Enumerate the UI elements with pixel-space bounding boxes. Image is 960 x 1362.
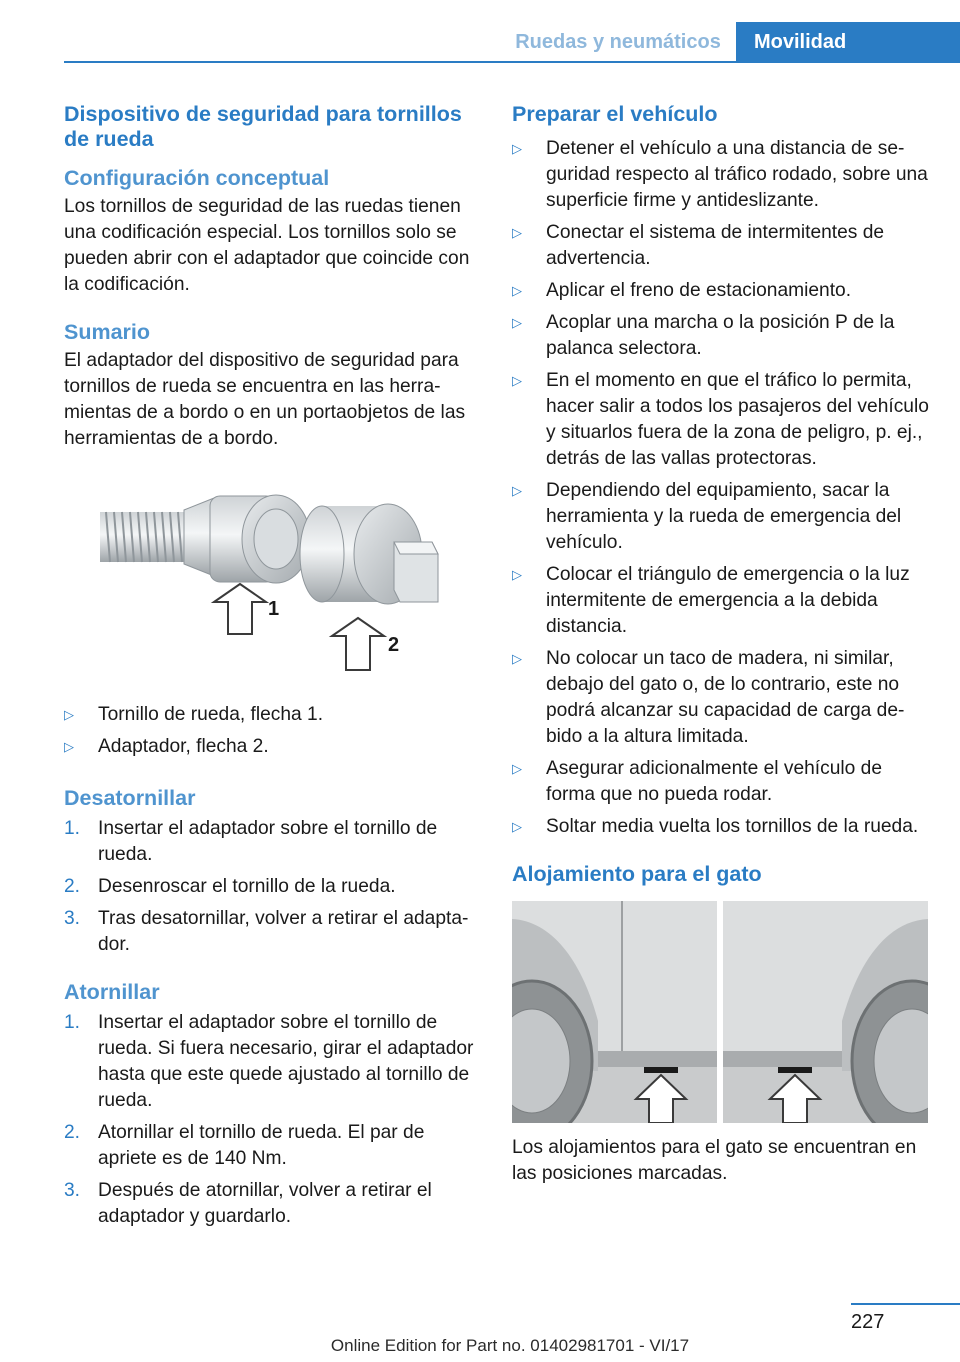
heading-summary: Sumario bbox=[64, 320, 151, 344]
footer-edition: Online Edition for Part no. 01402981701 - VI/17 bbox=[330, 1336, 690, 1355]
list-item: ▷ Detener el vehículo a una distancia de seguridad respecto al tráfico rodado, sobre una superficie firme y antideslizante. bbox=[512, 138, 928, 211]
list-item: 1. Insertar el adaptador sobre el tornillo de rueda. bbox=[64, 818, 438, 865]
screw-steps bbox=[64, 1010, 484, 1230]
figure-label-2: 2 bbox=[388, 634, 400, 656]
heading-jack-points: Alojamiento para el gato bbox=[512, 862, 762, 886]
heading-screw: Atornillar bbox=[64, 980, 160, 1004]
right-column bbox=[512, 100, 930, 1187]
list-item: ▷ Conectar el sistema de intermitentes de advertencia. bbox=[512, 222, 885, 269]
triangle-bullet-icon: ▷ bbox=[512, 141, 522, 156]
unscrew-steps bbox=[64, 816, 484, 958]
list-item: 2. Atornillar el tornillo de rueda. El par de apriete es de 140 Nm. bbox=[64, 1122, 425, 1169]
list-item: ▷ Dependiendo del equipamiento, sacar la herramienta y la rueda de emergencia del vehículo. bbox=[512, 480, 902, 553]
header-chapter-tab: Movilidad bbox=[736, 22, 960, 63]
footer-rule bbox=[851, 1303, 960, 1305]
bolt-adapter-illustration bbox=[64, 484, 484, 692]
list-item: ▷ Soltar media vuelta los tornillos de la rueda. bbox=[512, 814, 930, 840]
triangle-bullet-icon: ▷ bbox=[512, 483, 522, 498]
triangle-bullet-icon: ▷ bbox=[512, 819, 522, 834]
list-item: ▷ Tornillo de rueda, flecha 1. bbox=[64, 702, 484, 728]
summary-paragraph: El adaptador del dispositivo de seguridad para tornillos de rueda se encuentra en las herramientas de a bordo o en un portaobjetos de las herramientas de a bordo. bbox=[64, 350, 466, 449]
triangle-bullet-icon: ▷ bbox=[64, 707, 74, 722]
left-column bbox=[64, 100, 484, 1230]
triangle-bullet-icon: ▷ bbox=[512, 761, 522, 776]
concept-paragraph: Los tornillos de seguridad de las ruedas tienen una codificación especial. Los tornillos solo se pueden abrir con el adaptador que coincide con la codificación. bbox=[64, 196, 470, 295]
triangle-bullet-icon: ▷ bbox=[512, 283, 522, 298]
header-rule bbox=[64, 61, 960, 63]
page-number: 227 bbox=[851, 1311, 885, 1333]
list-item: ▷ Asegurar adicionalmente el vehículo de forma que no pueda rodar. bbox=[512, 758, 882, 805]
heading-prepare-vehicle: Preparar el vehículo bbox=[512, 102, 718, 126]
list-item: ▷ Adaptador, flecha 2. bbox=[64, 734, 484, 760]
triangle-bullet-icon: ▷ bbox=[64, 739, 74, 754]
figure-legend bbox=[64, 702, 484, 760]
jack-points-caption: Los alojamientos para el gato se encuentran en las posiciones marcadas. bbox=[512, 1137, 917, 1184]
list-item: 1. Insertar el adaptador sobre el tornillo de rueda. Si fuera necesario, girar el adaptador hasta que este quede ajustado al tornillo de rueda. bbox=[64, 1012, 474, 1111]
list-item: ▷ Colocar el triángulo de emergencia o la luz intermitente de emergencia a la debida distancia. bbox=[512, 564, 910, 637]
triangle-bullet-icon: ▷ bbox=[512, 315, 522, 330]
figure-label-1: 1 bbox=[268, 598, 280, 620]
triangle-bullet-icon: ▷ bbox=[512, 373, 522, 388]
triangle-bullet-icon: ▷ bbox=[512, 651, 522, 666]
figure-jack-points bbox=[512, 901, 928, 1123]
list-item: ▷ En el momento en que el tráfico lo permita, hacer salir a todos los pasajeros del vehículo y situarlos fuera de la zona de peligro, p. ej., detrás de las vallas protectoras. bbox=[512, 370, 929, 469]
section-title-wheel-lock: Dispositivo de seguridad para tornillos de rueda bbox=[64, 102, 462, 151]
triangle-bullet-icon: ▷ bbox=[512, 225, 522, 240]
list-item: ▷ Acoplar una marcha o la posición P de la palanca selectora. bbox=[512, 312, 895, 359]
prepare-steps bbox=[512, 136, 930, 840]
list-item: ▷ Aplicar el freno de estacionamiento. bbox=[512, 278, 930, 304]
heading-unscrew: Desatornillar bbox=[64, 786, 196, 810]
header-section-label: Ruedas y neumáticos bbox=[515, 31, 721, 53]
triangle-bullet-icon: ▷ bbox=[512, 567, 522, 582]
list-item: 2. Desenroscar el tornillo de la rueda. bbox=[64, 876, 396, 897]
figure-bolt-adapter bbox=[64, 484, 484, 692]
heading-concept: Configuración conceptual bbox=[64, 166, 330, 190]
list-item: 3. Después de atornillar, volver a retirar el adaptador y guardarlo. bbox=[64, 1180, 432, 1227]
list-item: ▷ No colocar un taco de madera, ni similar, debajo del gato o, de lo contrario, este no podrá alcanzar su capacidad de carga debido a la altura limitada. bbox=[512, 648, 905, 747]
list-item: 3. Tras desatornillar, volver a retirar el adaptador. bbox=[64, 908, 469, 955]
jack-points-illustration bbox=[512, 901, 928, 1123]
